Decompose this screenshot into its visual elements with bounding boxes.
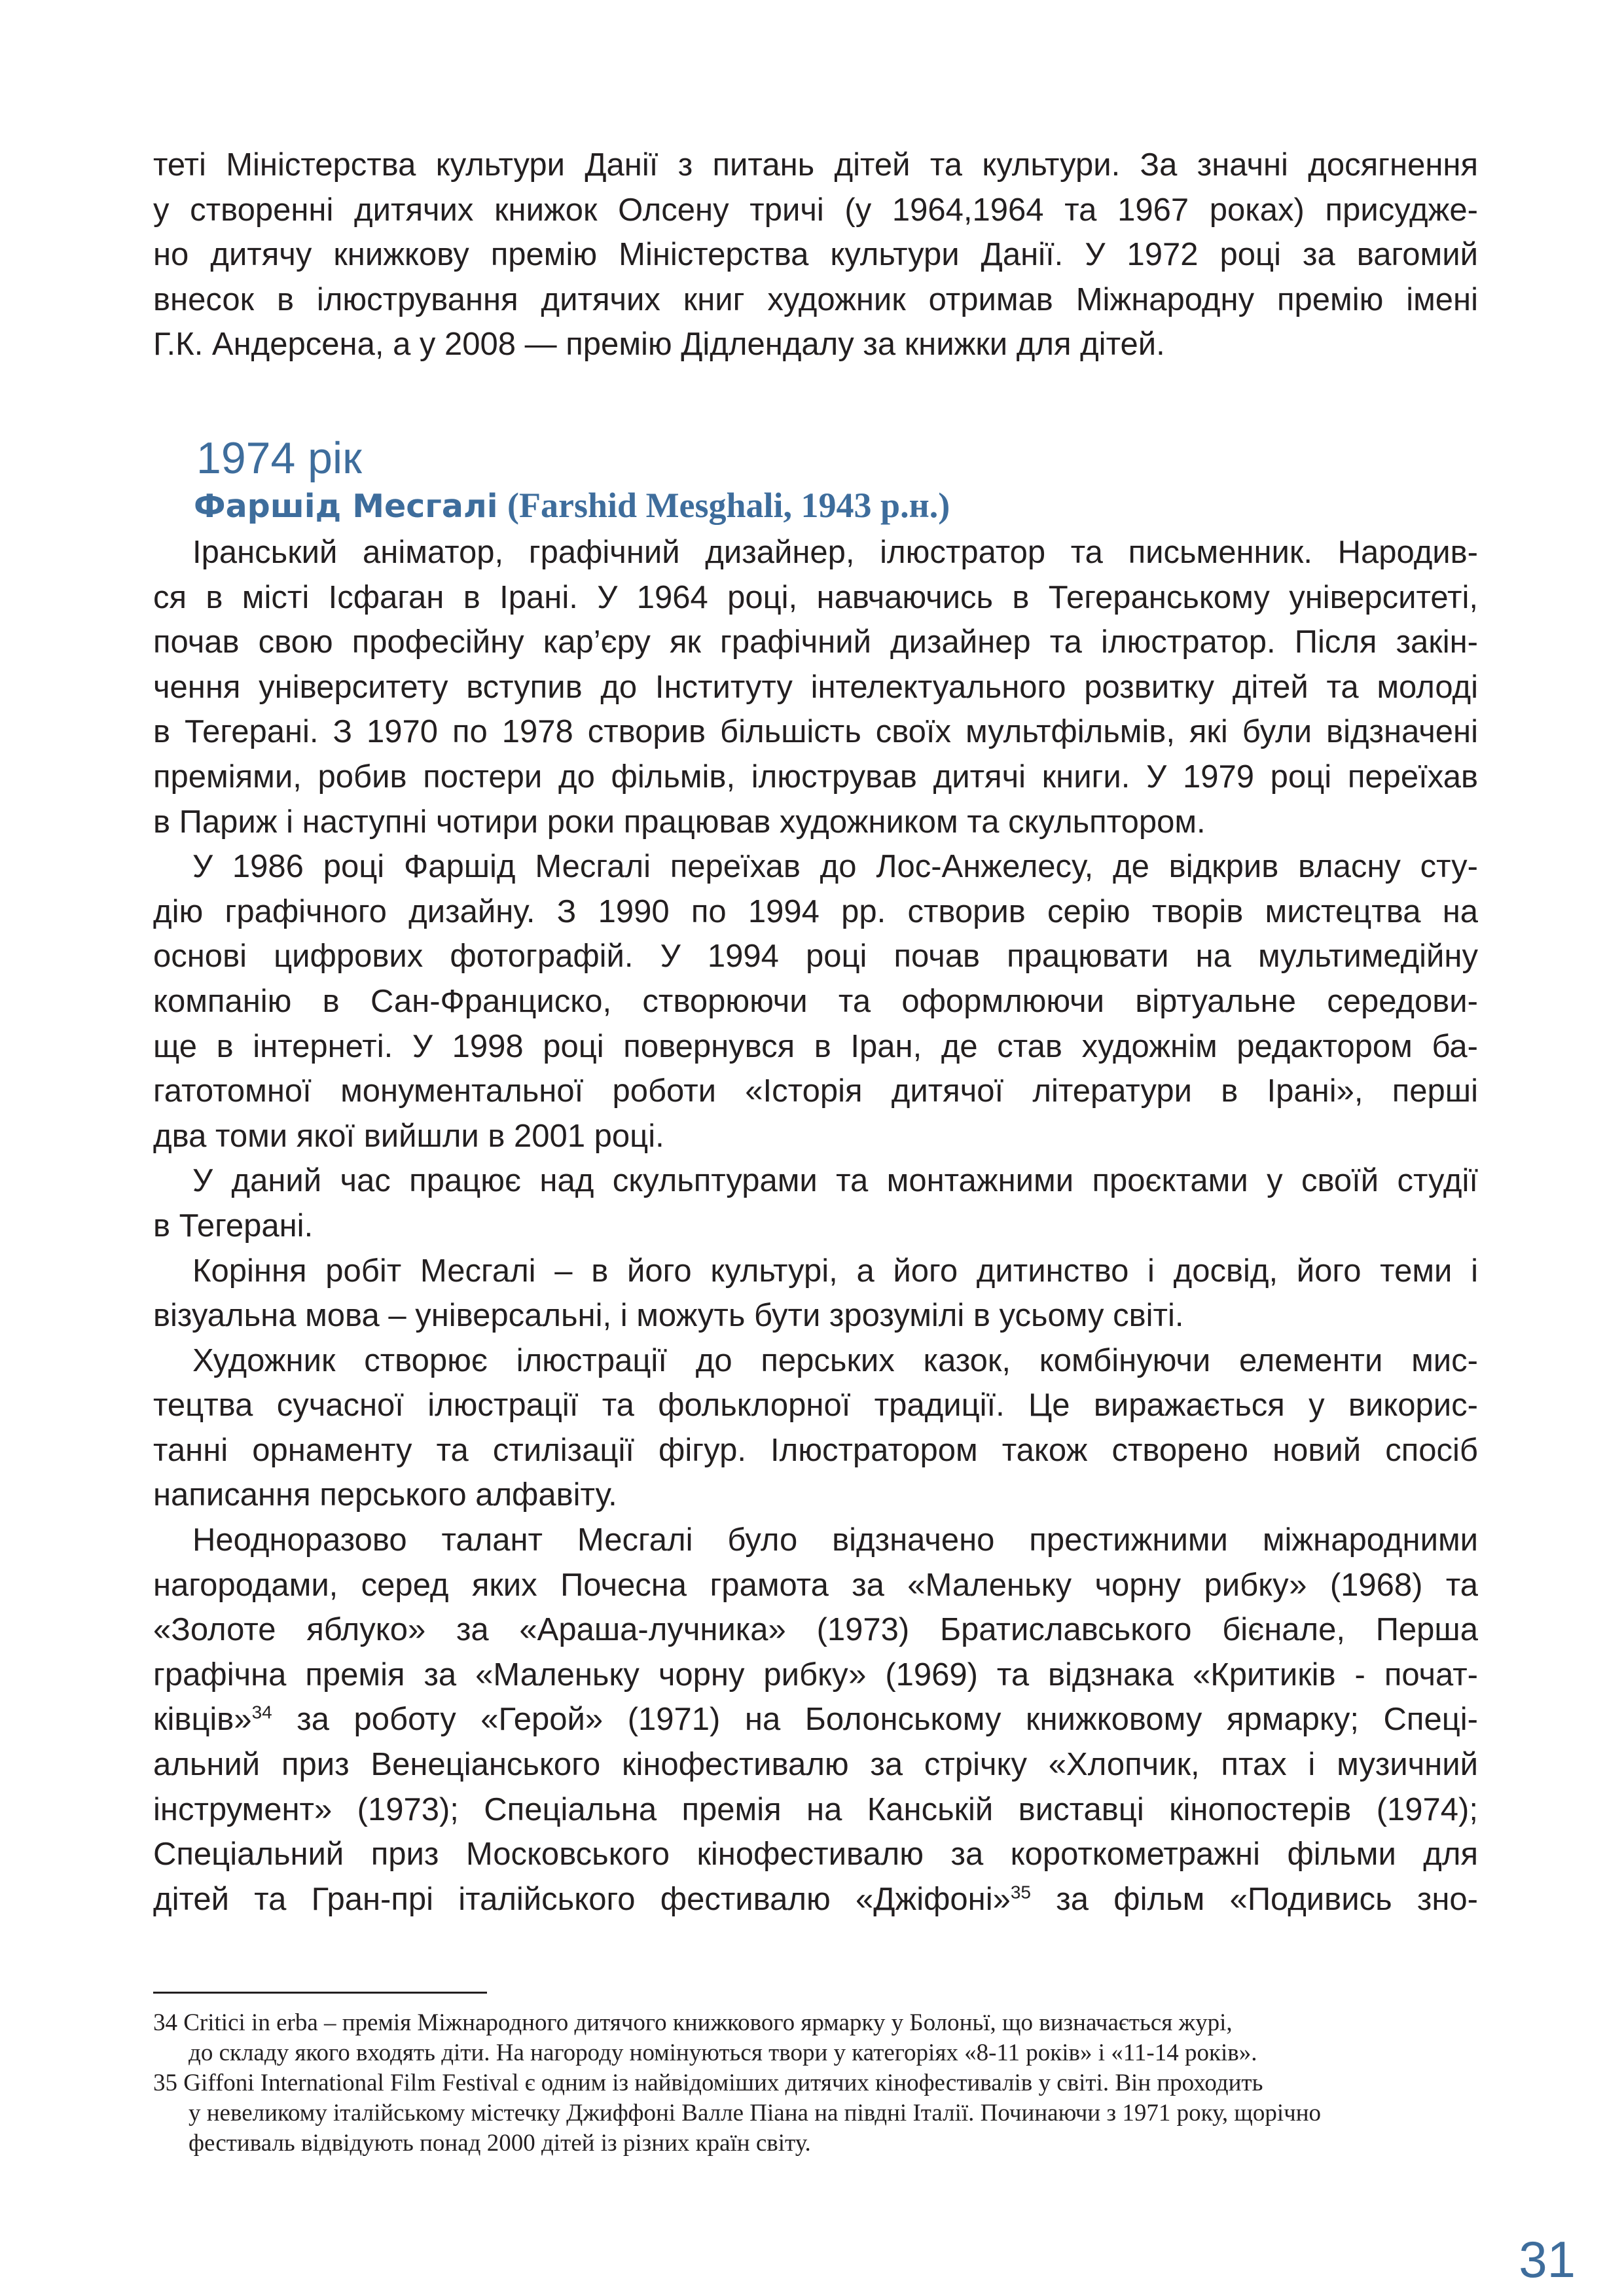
text-line: компанію в Сан-Франциско, створюючи та оформлюючи віртуальне середови- xyxy=(153,983,1478,1019)
text-line: Художник створює ілюстрації до перських казок, комбінуючи елементи мис- xyxy=(192,1342,1478,1378)
footnote-ref-34[interactable]: 34 xyxy=(251,1702,272,1723)
text-line: «Золоте яблуко» за «Араша-лучника» (1973) Братиславського бієнале, Перша xyxy=(153,1612,1478,1648)
text-line: альний приз Венеціанського кінофестивалю за стрічку «Хлопчик, птах і музичний xyxy=(153,1747,1478,1783)
text-fragment: за фільм «Подивись зно- xyxy=(1056,1881,1478,1917)
text-line: теті Міністерства культури Данії з питань дітей та культури. За значні досягнення xyxy=(153,147,1478,183)
footnote-number: 35 xyxy=(153,2070,177,2096)
text-line: дію графічного дизайну. З 1990 по 1994 рр. створив серію творів мистецтва на xyxy=(153,893,1478,929)
text-line xyxy=(153,1877,1478,1922)
footnote-text: до складу якого входять діти. На нагороду номінуються твори у категоріях «8-11 років» і «11-14 років». xyxy=(189,2039,1257,2066)
text-line: в Тегерані. З 1970 по 1978 створив більшість своїх мультфільмів, які були відзначені xyxy=(153,714,1478,750)
text-line: У 1986 році Фаршід Месгалі переїхав до Лос-Анжелесу, де відкрив власну сту- xyxy=(192,849,1478,885)
artist-name-heading xyxy=(194,482,950,529)
text-line: Спеціальний приз Московського кінофестивалю за короткометражні фільми для xyxy=(153,1837,1478,1873)
footnotes xyxy=(153,2008,1502,2159)
text-line: У даний час працює над скульптурами та монтажними проєктами у своїй студії xyxy=(192,1163,1478,1199)
footnote-divider xyxy=(153,1992,487,1994)
text-fragment: дітей та Гран-прі італійського фестивалю «Джіфоні» xyxy=(153,1881,1011,1917)
year-heading: 1974 рік xyxy=(196,433,362,483)
text-line: Г.К. Андерсена, а у 2008 — премію Дідлендалу за книжки для дітей. xyxy=(153,327,1165,363)
artist-name-ukrainian: Фаршід Месгалі xyxy=(194,488,498,525)
text-fragment: ківців» xyxy=(153,1702,252,1738)
text-line: внесок в ілюстрування дитячих книг художник отримав Міжнародну премію імені xyxy=(153,281,1478,317)
article-body xyxy=(153,530,1478,1922)
text-line: чення університету вступив до Інституту інтелектуального розвитку дітей та молоді xyxy=(153,669,1478,705)
footnote-text: Giffoni International Film Festival є одним із найвідоміших дитячих кінофестивалів у світі. Він проходить xyxy=(183,2070,1263,2096)
text-line: Коріння робіт Месгалі – в його культурі, а його дитинство і досвід, його теми і xyxy=(192,1253,1478,1289)
page-number: 31 xyxy=(1519,2231,1576,2288)
text-line: гатотомної монументальної роботи «Історія дитячої літератури в Ірані», перші xyxy=(153,1073,1478,1109)
text-line: тецтва сучасної ілюстрації та фольклорної традиції. Це виражається у викорис- xyxy=(153,1388,1478,1424)
footnote-number: 34 xyxy=(153,2009,177,2036)
artist-name-english: (Farshid Mesghali, 1943 р.н.) xyxy=(507,486,950,525)
footnote-35 xyxy=(153,2068,1502,2098)
text-line: написання перського алфавіту. xyxy=(153,1477,617,1513)
text-line: почав свою професійну кар’єру як графічний дизайнер та ілюстратор. Після закін- xyxy=(153,624,1478,660)
footnote-text: Critici in erba – премія Міжнародного дитячого книжкового ярмарку у Болоньї, що визначається журі, xyxy=(183,2009,1233,2036)
text-line xyxy=(153,1697,1478,1742)
text-line: інструмент» (1973); Спеціальна премія на Канській виставці кінопостерів (1974); xyxy=(153,1791,1478,1827)
text-line: танні орнаменту та стилізації фігур. Ілюстратором також створено новий спосіб xyxy=(153,1432,1478,1468)
text-line: преміями, робив постери до фільмів, ілюстрував дитячі книги. У 1979 році переїхав xyxy=(153,759,1478,795)
text-line: Іранський аніматор, графічний дизайнер, ілюстратор та письменник. Народив- xyxy=(192,535,1478,570)
text-line: в Тегерані. xyxy=(153,1208,314,1244)
text-line: основі цифрових фотографій. У 1994 році почав працювати на мультимедійну xyxy=(153,939,1478,975)
text-line: но дитячу книжкову премію Міністерства культури Данії. У 1972 році за вагомий xyxy=(153,237,1478,273)
text-line: візуальна мова – універсальні, і можуть бути зрозумілі в усьому світі. xyxy=(153,1298,1184,1334)
footnote-34 xyxy=(153,2008,1502,2038)
footnote-text: фестиваль відвідують понад 2000 дітей із різних країн світу. xyxy=(189,2130,811,2157)
text-line: в Париж і наступні чотири роки працював художником та скульптором. xyxy=(153,804,1206,840)
text-fragment: за роботу «Герой» (1971) на Болонському книжковому ярмарку; Спеці- xyxy=(297,1702,1478,1738)
text-line: графічна премія за «Маленьку чорну рибку» (1969) та відзнака «Критиків - почат- xyxy=(153,1657,1478,1693)
text-line: Неодноразово талант Месгалі було відзначено престижними міжнародними xyxy=(192,1522,1478,1558)
intro-paragraph xyxy=(153,143,1478,367)
text-line: ще в інтернеті. У 1998 році повернувся в Іран, де став художнім редактором ба- xyxy=(153,1028,1478,1064)
text-line: ся в місті Ісфаган в Ірані. У 1964 році, навчаючись в Тегеранському університеті, xyxy=(153,579,1478,615)
text-line: нагородами, серед яких Почесна грамота за «Маленьку чорну рибку» (1968) та xyxy=(153,1567,1478,1603)
footnote-text: у невеликому італійському містечку Джиффоні Валле Піана на півдні Італії. Починаючи з 1971 року, щорічно xyxy=(189,2100,1322,2126)
footnote-ref-35[interactable]: 35 xyxy=(1010,1882,1032,1903)
text-line: два томи якої вийшли в 2001 році. xyxy=(153,1118,664,1154)
text-line: у створенні дитячих книжок Олсену тричі (у 1964,1964 та 1967 роках) присудже- xyxy=(153,192,1478,228)
